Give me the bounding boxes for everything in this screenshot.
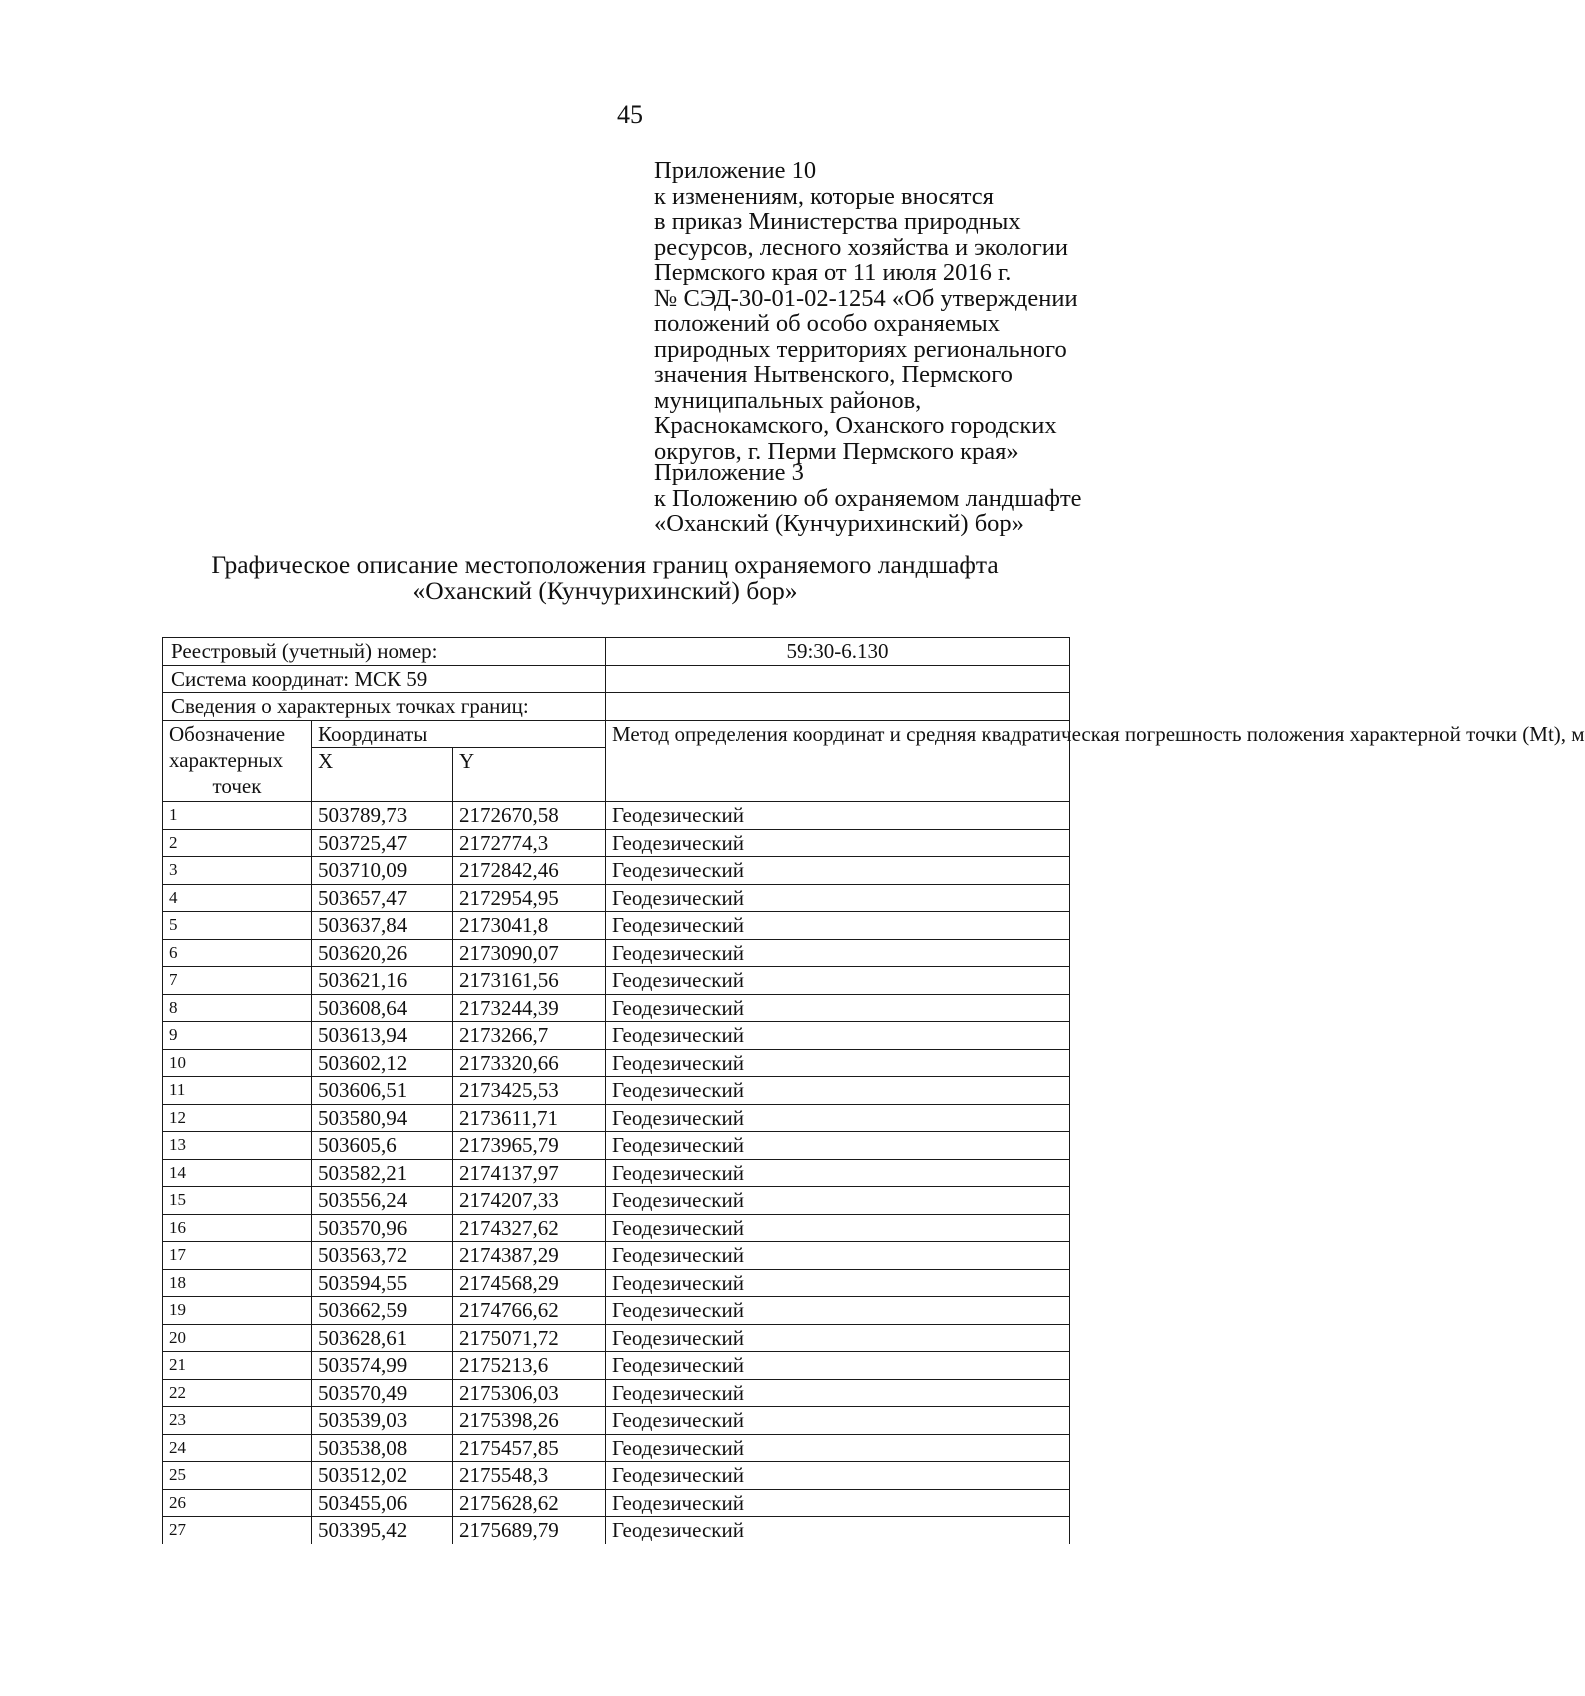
annex-header-line-5: Пермского края от 11 июля 2016 г.: [654, 259, 1012, 286]
point-number: 27: [163, 1517, 312, 1544]
point-number: 14: [163, 1159, 312, 1187]
point-y: 2173244,39: [453, 994, 606, 1022]
document-title-line-1: Графическое описание местоположения границ охраняемого ландшафта: [211, 550, 999, 579]
point-x: 503606,51: [312, 1077, 453, 1105]
registry-value: 59:30-6.130: [606, 638, 1070, 666]
annex-subheader: [654, 460, 1174, 537]
point-y: 2175071,72: [453, 1324, 606, 1352]
point-y: 2175628,62: [453, 1489, 606, 1517]
point-number: 7: [163, 967, 312, 995]
table-row: [163, 1242, 1070, 1270]
point-x: 503657,47: [312, 884, 453, 912]
annex-header-line-11: Краснокамского, Оханского городских: [654, 412, 1057, 439]
point-x: 503608,64: [312, 994, 453, 1022]
point-number: 23: [163, 1407, 312, 1435]
point-number: 15: [163, 1187, 312, 1215]
table-row: [163, 884, 1070, 912]
point-x: 503637,84: [312, 912, 453, 940]
annex-header-line-3: в приказ Министерства природных: [654, 208, 1021, 235]
point-number: 6: [163, 939, 312, 967]
point-x: 503605,6: [312, 1132, 453, 1160]
table-row: [163, 1407, 1070, 1435]
point-x: 503789,73: [312, 802, 453, 830]
point-x: 503455,06: [312, 1489, 453, 1517]
table-row: [163, 1517, 1070, 1544]
designation-line-3: точек: [212, 773, 262, 798]
point-y: 2173090,07: [453, 939, 606, 967]
table-row: [163, 1324, 1070, 1352]
point-method: Геодезический: [606, 1434, 1070, 1462]
point-y: 2172842,46: [453, 857, 606, 885]
annex-header-line-6: № СЭД-30-01-02-1254 «Об утверждении: [654, 284, 1078, 312]
point-y: 2173041,8: [453, 912, 606, 940]
column-header-x: X: [312, 748, 453, 802]
point-method: Геодезический: [606, 1022, 1070, 1050]
point-y: 2175398,26: [453, 1407, 606, 1435]
point-y: 2173161,56: [453, 967, 606, 995]
point-y: 2175306,03: [453, 1379, 606, 1407]
point-x: 503613,94: [312, 1022, 453, 1050]
point-number: 21: [163, 1352, 312, 1380]
point-y: 2174766,62: [453, 1297, 606, 1325]
table-row: [163, 1269, 1070, 1297]
point-number: 13: [163, 1132, 312, 1160]
document-title: [150, 552, 1060, 604]
point-y: 2173320,66: [453, 1049, 606, 1077]
point-y: 2173266,7: [453, 1022, 606, 1050]
point-x: 503539,03: [312, 1407, 453, 1435]
point-number: 4: [163, 884, 312, 912]
point-method: Геодезический: [606, 802, 1070, 830]
column-header-designation: [163, 720, 312, 802]
table-row: [163, 1489, 1070, 1517]
point-method: Геодезический: [606, 1379, 1070, 1407]
point-number: 11: [163, 1077, 312, 1105]
point-number: 20: [163, 1324, 312, 1352]
point-x: 503620,26: [312, 939, 453, 967]
point-method: Геодезический: [606, 1159, 1070, 1187]
point-x: 503570,49: [312, 1379, 453, 1407]
point-method: Геодезический: [606, 1242, 1070, 1270]
point-method: Геодезический: [606, 1077, 1070, 1105]
table-body: [163, 638, 1585, 1544]
point-x: 503662,59: [312, 1297, 453, 1325]
table-row: [163, 1214, 1070, 1242]
point-method: Геодезический: [606, 857, 1070, 885]
point-x: 503710,09: [312, 857, 453, 885]
point-method: Геодезический: [606, 1489, 1070, 1517]
point-method: Геодезический: [606, 939, 1070, 967]
point-y: 2174387,29: [453, 1242, 606, 1270]
point-y: 2173425,53: [453, 1077, 606, 1105]
table-row: [163, 1049, 1070, 1077]
boundary-points-table: [162, 637, 1585, 1544]
point-x: 503395,42: [312, 1517, 453, 1544]
point-method: Геодезический: [606, 1462, 1070, 1490]
points-info-empty-cell: [606, 693, 1070, 721]
point-number: 12: [163, 1104, 312, 1132]
table-row: [163, 994, 1070, 1022]
table-row: [163, 1297, 1070, 1325]
point-number: 22: [163, 1379, 312, 1407]
points-info-label: Сведения о характерных точках границ:: [163, 693, 606, 721]
column-header-row-1: [163, 720, 1070, 748]
point-y: 2174568,29: [453, 1269, 606, 1297]
point-y: 2174207,33: [453, 1187, 606, 1215]
coord-system-empty-cell: [606, 665, 1070, 693]
point-method: Геодезический: [606, 1517, 1070, 1544]
point-x: 503621,16: [312, 967, 453, 995]
column-header-coordinates: Координаты: [312, 720, 606, 748]
point-method: Геодезический: [606, 1049, 1070, 1077]
point-method: Геодезический: [606, 994, 1070, 1022]
coord-system-label: Система координат: МСК 59: [163, 665, 606, 693]
point-y: 2172670,58: [453, 802, 606, 830]
point-x: 503628,61: [312, 1324, 453, 1352]
point-x: 503725,47: [312, 829, 453, 857]
point-number: 24: [163, 1434, 312, 1462]
table-row: [163, 1462, 1070, 1490]
annex-header-line-4: ресурсов, лесного хозяйства и экологии: [654, 233, 1069, 261]
annex-header-line-8: природных территориях регионального: [654, 335, 1067, 363]
annex-header-line-7: положений об особо охраняемых: [654, 310, 1000, 337]
document-title-line-2: «Оханский (Кунчурихинский) бор»: [412, 576, 798, 605]
table-row: [163, 829, 1070, 857]
point-method: Геодезический: [606, 1297, 1070, 1325]
designation-line-1: Обозначение: [169, 721, 286, 746]
point-method: Геодезический: [606, 912, 1070, 940]
point-x: 503512,02: [312, 1462, 453, 1490]
coord-system-row: [163, 665, 1070, 693]
annex-header-line-10: муниципальных районов,: [654, 386, 922, 414]
point-x: 503580,94: [312, 1104, 453, 1132]
point-method: Геодезический: [606, 1407, 1070, 1435]
point-method: Геодезический: [606, 1187, 1070, 1215]
point-method: Геодезический: [606, 1104, 1070, 1132]
point-method: Геодезический: [606, 1269, 1070, 1297]
column-header-method: Метод определения координат и средняя квадратическая погрешность положения характерной точки (Mt), м: [606, 720, 1070, 802]
annex-subheader-line-3: «Оханский (Кунчурихинский) бор»: [654, 510, 1024, 537]
point-number: 16: [163, 1214, 312, 1242]
annex-header-line-9: значения Нытвенского, Пермского: [654, 361, 1013, 388]
table-row: [163, 1022, 1070, 1050]
page-number: 45: [617, 100, 643, 129]
table-row: [163, 967, 1070, 995]
point-x: 503563,72: [312, 1242, 453, 1270]
point-x: 503574,99: [312, 1352, 453, 1380]
point-y: 2172774,3: [453, 829, 606, 857]
annex-subheader-line-1: Приложение 3: [654, 459, 804, 486]
point-method: Геодезический: [606, 884, 1070, 912]
point-method: Геодезический: [606, 1352, 1070, 1380]
table-row: [163, 1187, 1070, 1215]
annex-header-line-12: округов, г. Перми Пермского края»: [654, 437, 1019, 465]
annex-header-line-2: к изменениям, которые вносятся: [654, 182, 994, 210]
table-row: [163, 1434, 1070, 1462]
point-y: 2175689,79: [453, 1517, 606, 1544]
point-number: 25: [163, 1462, 312, 1490]
point-number: 3: [163, 857, 312, 885]
point-method: Геодезический: [606, 1132, 1070, 1160]
table-row: [163, 1104, 1070, 1132]
point-y: 2174137,97: [453, 1159, 606, 1187]
point-number: 9: [163, 1022, 312, 1050]
point-method: Геодезический: [606, 1324, 1070, 1352]
annex-header-line-1: Приложение 10: [654, 157, 817, 184]
point-y: 2172954,95: [453, 884, 606, 912]
column-header-y: Y: [453, 748, 606, 802]
table-row: [163, 939, 1070, 967]
table-row: [163, 1352, 1070, 1380]
point-number: 19: [163, 1297, 312, 1325]
point-method: Геодезический: [606, 1214, 1070, 1242]
point-number: 5: [163, 912, 312, 940]
table-row: [163, 1132, 1070, 1160]
point-number: 26: [163, 1489, 312, 1517]
designation-line-2: характерных: [169, 747, 284, 772]
points-info-row: [163, 693, 1070, 721]
table-row: [163, 857, 1070, 885]
point-number: 18: [163, 1269, 312, 1297]
table-row: [163, 1077, 1070, 1105]
point-x: 503582,21: [312, 1159, 453, 1187]
point-x: 503602,12: [312, 1049, 453, 1077]
table-row: [163, 912, 1070, 940]
point-y: 2174327,62: [453, 1214, 606, 1242]
registry-label: Реестровый (учетный) номер:: [163, 638, 606, 666]
annex-subheader-line-2: к Положению об охраняемом ландшафте: [654, 484, 1082, 512]
point-y: 2175548,3: [453, 1462, 606, 1490]
point-y: 2175213,6: [453, 1352, 606, 1380]
point-y: 2175457,85: [453, 1434, 606, 1462]
table-row: [163, 1159, 1070, 1187]
point-number: 1: [163, 802, 312, 830]
point-number: 17: [163, 1242, 312, 1270]
point-method: Геодезический: [606, 967, 1070, 995]
point-x: 503538,08: [312, 1434, 453, 1462]
annex-header: [654, 158, 1174, 464]
registry-row: [163, 638, 1070, 666]
table-row: [163, 802, 1070, 830]
point-y: 2173611,71: [453, 1104, 606, 1132]
point-x: 503570,96: [312, 1214, 453, 1242]
point-x: 503594,55: [312, 1269, 453, 1297]
point-method: Геодезический: [606, 829, 1070, 857]
point-number: 2: [163, 829, 312, 857]
table-row: [163, 1379, 1070, 1407]
point-y: 2173965,79: [453, 1132, 606, 1160]
point-x: 503556,24: [312, 1187, 453, 1215]
point-number: 10: [163, 1049, 312, 1077]
point-number: 8: [163, 994, 312, 1022]
